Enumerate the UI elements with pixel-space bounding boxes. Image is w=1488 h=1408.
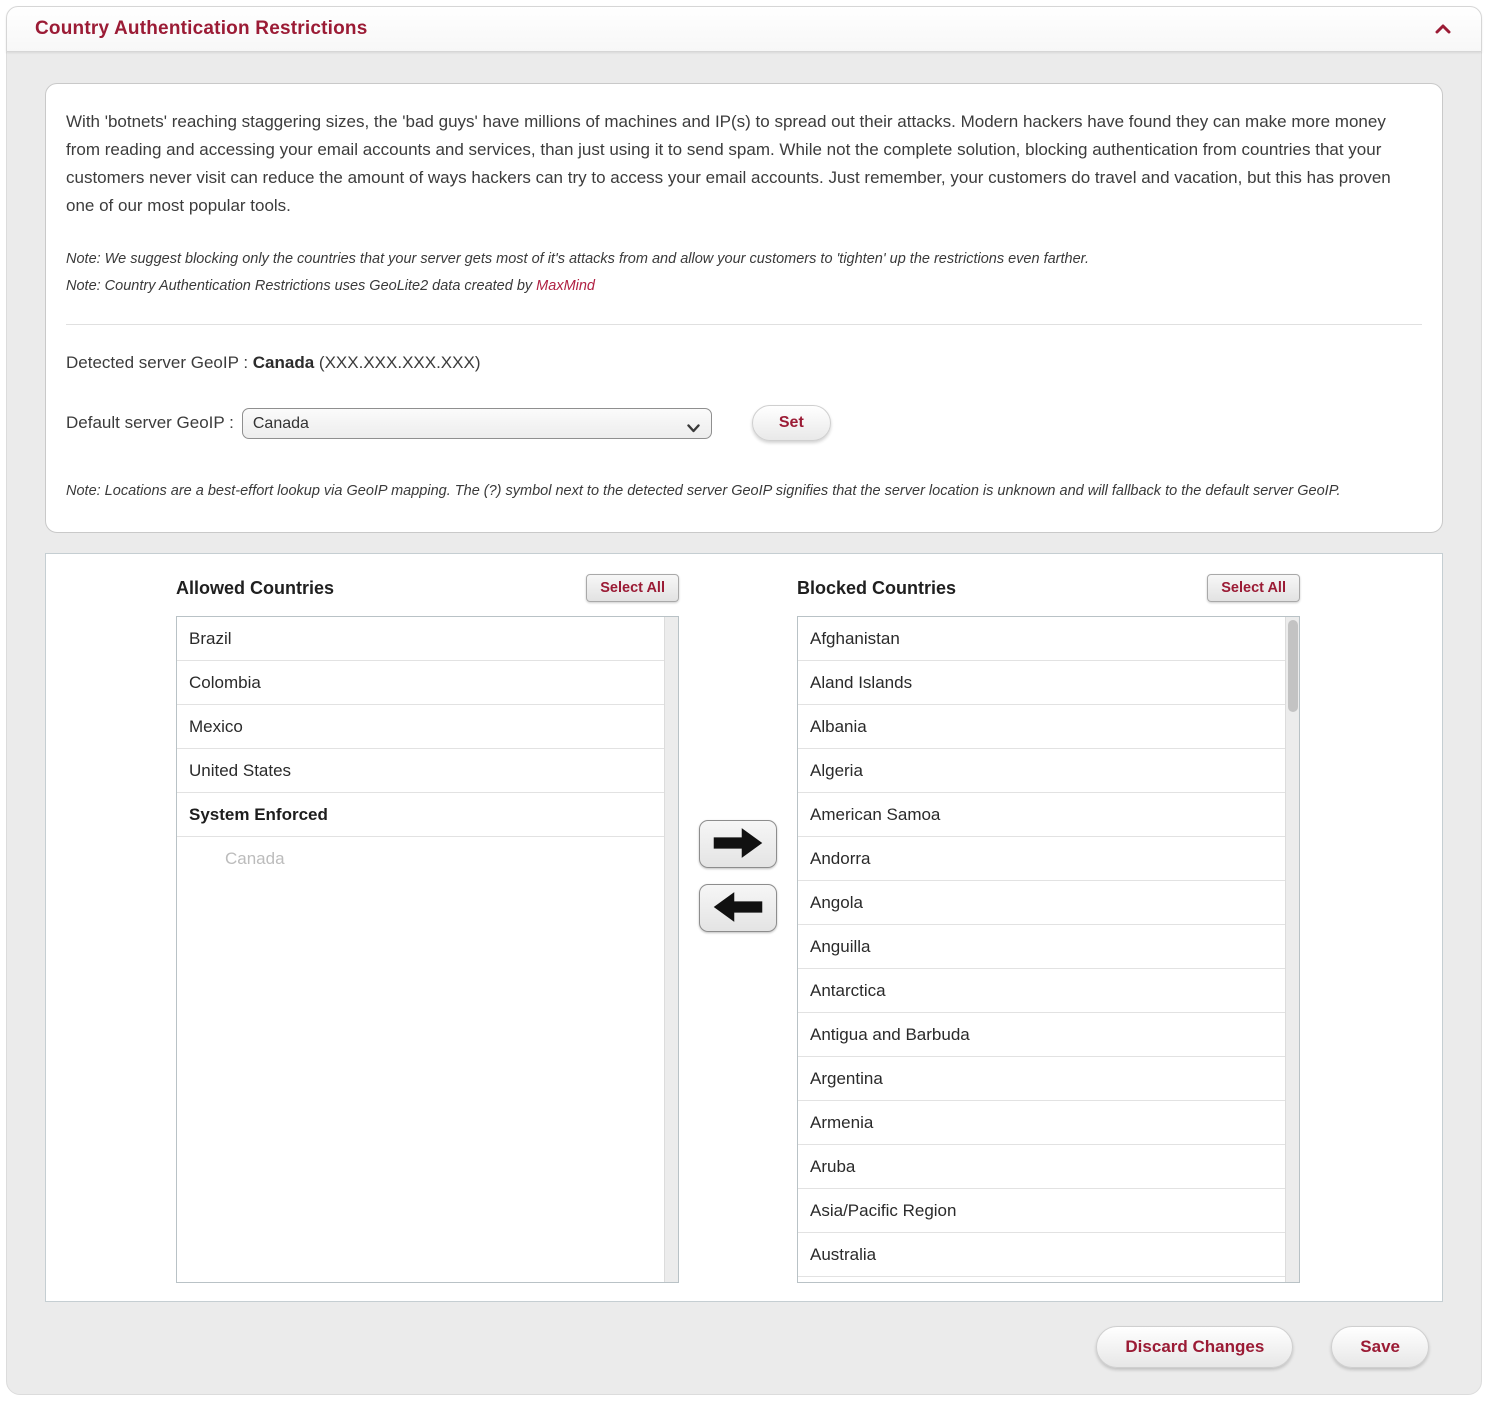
detected-geoip-ip: (XXX.XXX.XXX.XXX) [314,353,481,372]
blocked-countries-list [797,616,1300,1283]
detected-geoip-row [66,353,1422,373]
footer-actions [33,1326,1429,1368]
allowed-countries-rows [177,617,664,881]
section-body [6,46,1482,1395]
allowed-countries-column [176,568,679,1283]
blocked-select-all-button[interactable]: Select All [1207,574,1300,602]
list-item[interactable]: Mexico [177,705,664,749]
default-geoip-row [66,405,1422,441]
notes-block [66,246,1422,300]
blocked-countries-column [797,568,1300,1283]
list-item[interactable]: Armenia [798,1101,1285,1145]
list-item[interactable]: Anguilla [798,925,1285,969]
save-button[interactable]: Save [1331,1326,1429,1368]
list-item[interactable]: Antigua and Barbuda [798,1013,1285,1057]
transfer-controls [679,568,797,1283]
list-item[interactable]: Brazil [177,617,664,661]
allowed-list-scrollbar[interactable] [664,617,678,1282]
divider [66,324,1422,325]
arrow-right-icon [710,824,766,865]
blocked-list-scrollbar[interactable] [1285,617,1299,1282]
list-item[interactable]: Antarctica [798,969,1285,1013]
country-auth-restrictions-widget [6,6,1482,1395]
note-geolite2-text: Note: Country Authentication Restrictions uses GeoLite2 data created by [66,278,537,294]
intro-paragraph: With 'botnets' reaching staggering sizes, the 'bad guys' have millions of machines and IP(s) to spread out their attacks. Modern hackers have found they can make more money from reading and accessing your email accounts and services, than just using it to send spam. While not the complete solution, blocking authentication from countries that your customers never visit can reduce the amount of ways hackers can try to access your email accounts. Just remember, your customers do travel and vacation, but this has proven one of our most popular tools. [66,112,1391,215]
list-item[interactable]: United States [177,749,664,793]
allowed-countries-header [176,568,679,608]
default-geoip-select-wrap [242,408,712,439]
list-item[interactable]: Afghanistan [798,617,1285,661]
system-enforced-label: System Enforced [177,793,664,837]
list-item[interactable]: Asia/Pacific Region [798,1189,1285,1233]
page-title: Country Authentication Restrictions [35,18,368,39]
list-item[interactable]: Aruba [798,1145,1285,1189]
detected-geoip-label: Detected server GeoIP : [66,353,253,372]
list-item[interactable]: Colombia [177,661,664,705]
chevron-up-icon [1435,22,1451,37]
set-button[interactable]: Set [752,405,831,441]
default-geoip-label: Default server GeoIP : [66,413,234,432]
geoip-lookup-note: Note: Locations are a best-effort lookup via GeoIP mapping. The (?) symbol next to the detected server GeoIP signifies that the server location is unknown and will fallback to the default server GeoIP. [66,483,1341,499]
info-box [45,83,1443,533]
allowed-items-group [177,617,664,793]
list-item[interactable]: Albania [798,705,1285,749]
list-item[interactable]: Andorra [798,837,1285,881]
list-item[interactable]: Australia [798,1233,1285,1277]
country-lists-box [45,553,1443,1302]
default-geoip-select[interactable] [242,408,712,439]
note-blocking-suggestion: Note: We suggest blocking only the countries that your server gets most of it's attacks from and allow your customers to 'tighten' up the restrictions even farther. [66,251,1089,267]
maxmind-link[interactable]: MaxMind [536,278,595,294]
collapse-section-button[interactable] [1431,18,1455,41]
list-item[interactable]: Argentina [798,1057,1285,1101]
list-item-disabled: Canada [177,837,664,881]
arrow-left-icon [710,888,766,929]
list-item[interactable]: Aland Islands [798,661,1285,705]
system-enforced-group [177,837,664,881]
note-geolite2 [66,273,1422,300]
detected-geoip-value: Canada [252,353,315,372]
list-item[interactable]: Angola [798,881,1285,925]
allowed-countries-title: Allowed Countries [176,577,335,598]
move-to-blocked-button[interactable] [699,820,777,868]
allowed-countries-list [176,616,679,1283]
blocked-items-group [798,617,1285,1277]
move-to-allowed-button[interactable] [699,884,777,932]
section-header [6,6,1482,52]
list-item[interactable]: American Samoa [798,793,1285,837]
blocked-countries-rows [798,617,1285,1277]
blocked-countries-header [797,568,1300,608]
list-item[interactable]: Algeria [798,749,1285,793]
allowed-select-all-button[interactable]: Select All [586,574,679,602]
blocked-countries-title: Blocked Countries [797,577,957,598]
blocked-list-scrollbar-thumb[interactable] [1288,620,1298,712]
discard-changes-button[interactable]: Discard Changes [1096,1326,1293,1368]
